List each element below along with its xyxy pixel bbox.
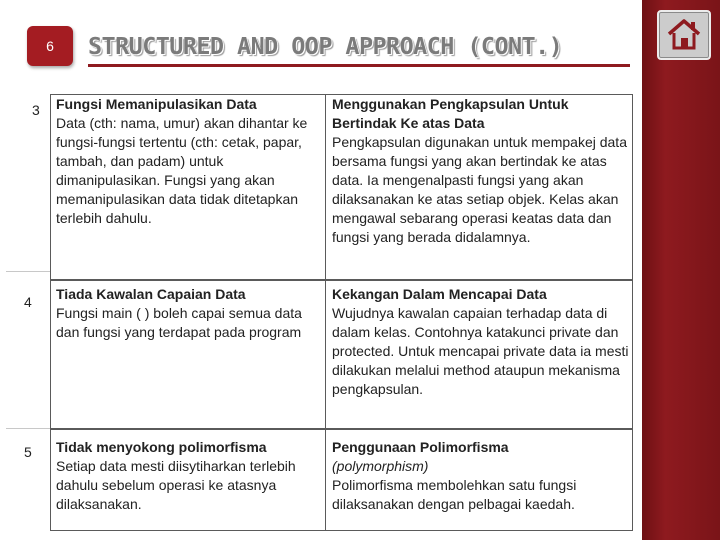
row-number: 4 (24, 294, 32, 310)
table-cell (332, 438, 630, 514)
cell-body: Setiap data mesti diisytiharkan terlebih dahulu sebelum operasi ke atasnya dilaksanakan. (56, 458, 296, 512)
cell-body: Fungsi main ( ) boleh capai semua data dan fungsi yang terdapat pada program (56, 305, 302, 340)
cell-heading: Penggunaan Polimorfisma (332, 439, 509, 455)
table-row-divider (50, 428, 633, 430)
table-bottom-border (50, 530, 633, 531)
table-left-border (50, 94, 51, 531)
cell-heading: Fungsi Memanipulasikan Data (56, 96, 257, 112)
home-icon (666, 17, 702, 51)
cell-heading: Tiada Kawalan Capaian Data (56, 286, 246, 302)
table-cell (332, 95, 630, 247)
table-cell (332, 285, 630, 399)
table-cell (56, 285, 322, 342)
table-row-divider (50, 279, 633, 281)
table-column-divider (325, 94, 326, 531)
cell-body: Wujudnya kawalan capaian terhadap data di dalam kelas. Contohnya katakunci private dan protected. Untuk mencapai private data ia mesti dilakukan melalui method ataupun mekanisma pengkapsulan. (332, 305, 629, 397)
table-cell (56, 95, 322, 228)
side-decor-bar (642, 0, 720, 540)
table-cell (56, 438, 322, 514)
title-underline (88, 64, 630, 67)
home-button[interactable] (657, 10, 711, 60)
cell-body: Data (cth: nama, umur) akan dihantar ke fungsi-fungsi tertentu (cth: cetak, papar, tambah, dan padam) untuk dimanipulasikan. Fungsi yang akan memanipulasikan data tidak ditetapkan terlebih dahulu. (56, 115, 308, 226)
row-number: 5 (24, 444, 32, 460)
table-right-border (632, 94, 633, 531)
cell-body-italic: (polymorphism) (332, 458, 429, 474)
outer-row-divider (6, 271, 50, 272)
slide-number-badge (27, 26, 73, 66)
outer-row-divider (6, 428, 50, 429)
cell-body: Polimorfisma membolehkan satu fungsi dilaksanakan dengan pelbagai kaedah. (332, 477, 577, 512)
cell-heading: Menggunakan Pengkapsulan Untuk Bertindak Ke atas Data (332, 96, 569, 131)
cell-heading: Tidak menyokong polimorfisma (56, 439, 267, 455)
page-title: STRUCTURED AND OOP APPROACH (CONT.) (88, 32, 563, 60)
cell-heading: Kekangan Dalam Mencapai Data (332, 286, 547, 302)
slide-number: 6 (46, 38, 54, 54)
row-number: 3 (32, 102, 40, 118)
cell-body: Pengkapsulan digunakan untuk mempakej data bersama fungsi yang akan bertindak ke atas data. Ia mengenalpasti fungsi yang akan dilaksanakan ke atas setiap objek. Kelas akan mengawal sebarang operasi keatas data dan fungsi yang berada didalamnya. (332, 134, 627, 245)
